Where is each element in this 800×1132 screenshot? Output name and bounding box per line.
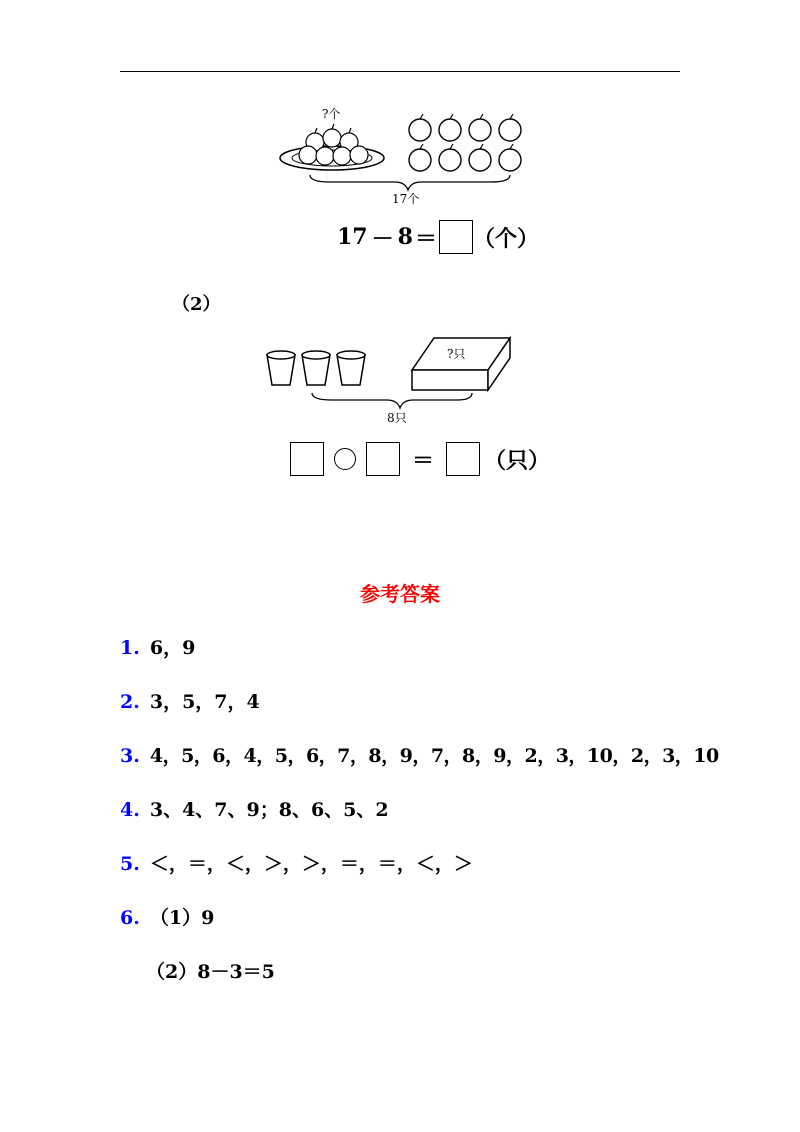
equation-1 bbox=[337, 220, 539, 254]
answer-6-part-2: （2）8－3＝5 bbox=[146, 961, 275, 983]
eq1-a: 17 bbox=[337, 224, 368, 250]
question-count-label: ?个 bbox=[322, 107, 341, 121]
answer-1 bbox=[120, 633, 195, 660]
answer-1-text: 6，9 bbox=[149, 637, 196, 659]
eq2-equals: ＝ bbox=[412, 447, 435, 474]
answer-5-text: ＜，＝，＜，＞，＞，＝，＝，＜，＞ bbox=[149, 853, 473, 875]
apples-figure bbox=[270, 100, 540, 210]
problem-2-label: （2） bbox=[172, 294, 221, 315]
answer-5-num: 5. bbox=[120, 853, 140, 875]
answer-2 bbox=[120, 687, 260, 714]
answer-3-text: 4，5，6，4，5，6，7，8，9，7，8，9，2，3，10，2，3，10 bbox=[149, 745, 719, 767]
eq1-unit: （个） bbox=[472, 226, 539, 252]
answer-4-text: 3、4、7、9；8、6、5、2 bbox=[149, 799, 389, 821]
answer-box-1[interactable] bbox=[439, 220, 473, 254]
cups-figure bbox=[262, 330, 522, 430]
answer-3-num: 3. bbox=[120, 745, 140, 767]
answer-6-num: 6. bbox=[120, 907, 140, 929]
header-rule bbox=[120, 71, 680, 72]
answer-6-text: （1）9 bbox=[149, 907, 215, 929]
eq1-equals: ＝ bbox=[414, 225, 437, 252]
answer-2-num: 2. bbox=[120, 691, 140, 713]
box-count-label: ?只 bbox=[447, 347, 466, 361]
equation-2 bbox=[290, 442, 550, 476]
cups-total-label: 8只 bbox=[387, 411, 407, 425]
answer-5 bbox=[120, 849, 473, 876]
eq1-b: 8 bbox=[397, 224, 413, 250]
total-count-label: 17个 bbox=[392, 192, 420, 206]
answer-4-num: 4. bbox=[120, 799, 140, 821]
answer-4 bbox=[120, 795, 389, 822]
eq1-op: － bbox=[371, 225, 394, 252]
answer-1-num: 1. bbox=[120, 637, 140, 659]
answer-box-2a[interactable] bbox=[290, 442, 324, 476]
answer-box-2c[interactable] bbox=[446, 442, 480, 476]
answer-6 bbox=[120, 903, 214, 930]
answer-3 bbox=[120, 741, 719, 768]
answers-title: 参考答案 bbox=[360, 582, 440, 606]
answer-box-2b[interactable] bbox=[366, 442, 400, 476]
eq2-unit: （只） bbox=[484, 448, 551, 474]
answer-2-text: 3，5，7，4 bbox=[149, 691, 260, 713]
operator-circle[interactable] bbox=[334, 448, 356, 470]
